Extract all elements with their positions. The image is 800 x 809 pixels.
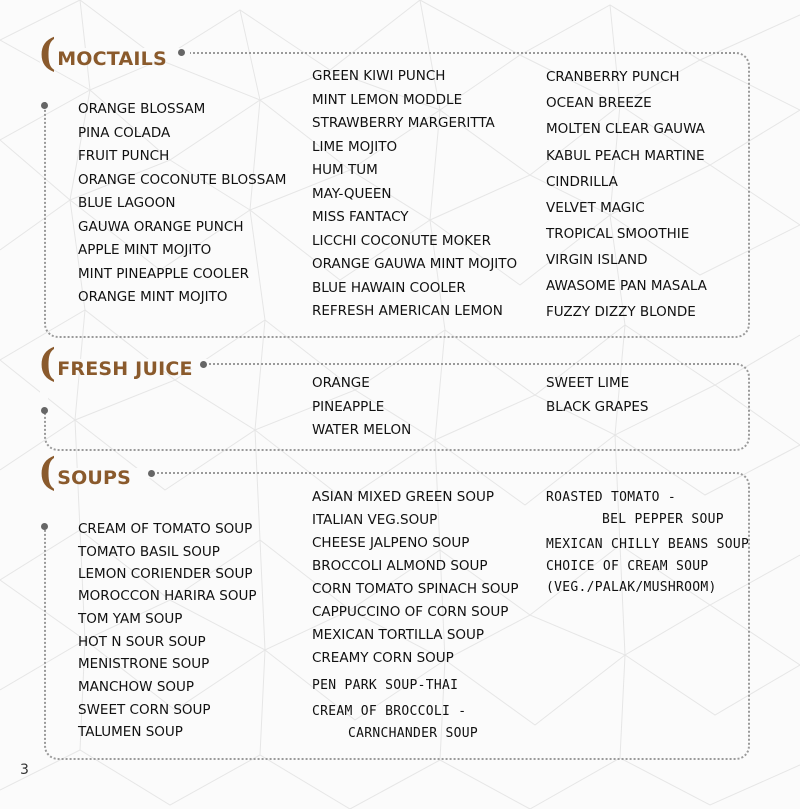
- menu-item: MAY-QUEEN: [312, 185, 392, 202]
- menu-item: ASIAN MIXED GREEN SOUP: [312, 489, 495, 505]
- menu-item-continuation: BEL PEPPER SOUP: [602, 511, 724, 527]
- soups-dot-left: [41, 523, 48, 530]
- soups-list-col3: [546, 487, 749, 599]
- menu-item: ITALIAN VEG.SOUP: [312, 512, 438, 528]
- menu-item: SWEET CORN SOUP: [78, 702, 211, 718]
- menu-item: PEN PARK SOUP-THAI: [312, 678, 459, 693]
- menu-item: TALUMEN SOUP: [78, 724, 183, 740]
- menu-item: MISS FANTACY: [312, 209, 409, 225]
- menu-item: ORANGE: [312, 375, 370, 391]
- menu-item: (VEG./PALAK/MUSHROOM): [546, 580, 717, 595]
- menu-item: PINEAPPLE: [312, 398, 385, 415]
- menu-item: TOMATO BASIL SOUP: [78, 544, 220, 560]
- moctails-dot-right: [178, 49, 185, 56]
- menu-item: CREAM OF BROCCOLI -: [312, 704, 467, 719]
- menu-item: GAUWA ORANGE PUNCH: [78, 218, 244, 235]
- menu-item: MOROCCON HARIRA SOUP: [78, 588, 257, 604]
- menu-item: CHOICE OF CREAM SOUP: [546, 558, 709, 574]
- menu-item: ORANGE GAUWA MINT MOJITO: [312, 256, 518, 272]
- menu-item: MINT PINEAPPLE COOLER: [78, 265, 249, 282]
- menu-item: ORANGE MINT MOJITO: [78, 289, 228, 305]
- menu-item: AWASOME PAN MASALA: [546, 278, 707, 294]
- menu-item: MEXICAN TORTILLA SOUP: [312, 627, 485, 643]
- soups-list-col2-extra: [312, 674, 478, 744]
- menu-item: WATER MELON: [312, 422, 412, 438]
- menu-item: LEMON CORIENDER SOUP: [78, 566, 253, 582]
- paren-ornament-icon: (: [38, 449, 57, 494]
- menu-item: MANCHOW SOUP: [78, 679, 195, 695]
- menu-item: CRANBERRY PUNCH: [546, 69, 680, 85]
- menu-item: LICCHI COCONUTE MOKER: [312, 232, 491, 249]
- menu-item: CORN TOMATO SPINACH SOUP: [312, 581, 519, 597]
- menu-item: HUM TUM: [312, 162, 378, 178]
- fresh-juice-heading: ( FRESH JUICE: [38, 340, 193, 385]
- menu-item: APPLE MINT MOJITO: [78, 242, 212, 258]
- menu-item: CAPPUCCINO OF CORN SOUP: [312, 604, 509, 620]
- moctails-list-col3: [546, 65, 707, 326]
- paren-ornament-icon: (: [38, 340, 57, 385]
- menu-item: BLACK GRAPES: [546, 398, 649, 415]
- menu-item: BLUE LAGOON: [78, 195, 176, 211]
- page-number: 3: [20, 762, 29, 778]
- menu-item: BROCCOLI ALMOND SOUP: [312, 558, 488, 574]
- menu-item: FUZZY DIZZY BLONDE: [546, 304, 696, 320]
- menu-item: TROPICAL SMOOTHIE: [546, 226, 690, 242]
- menu-item: SWEET LIME: [546, 375, 630, 391]
- moctails-list-col1: [78, 98, 286, 310]
- menu-item: VIRGIN ISLAND: [546, 252, 648, 268]
- menu-item: CHEESE JALPENO SOUP: [312, 535, 470, 551]
- soups-dot-right: [148, 470, 155, 477]
- fresh-juice-dot-left: [41, 407, 48, 414]
- menu-item: OCEAN BREEZE: [546, 95, 652, 111]
- soups-list-col1: [78, 518, 256, 744]
- menu-item: ROASTED TOMATO -: [546, 490, 677, 505]
- menu-item: MEXICAN CHILLY BEANS SOUP: [546, 537, 750, 552]
- menu-item: KABUL PEACH MARTINE: [546, 148, 705, 164]
- soups-list-col2: [312, 486, 519, 670]
- menu-item: MINT LEMON MODDLE: [312, 91, 463, 108]
- menu-item: VELVET MAGIC: [546, 200, 645, 216]
- menu-item: STRAWBERRY MARGERITTA: [312, 115, 495, 131]
- menu-item: MENISTRONE SOUP: [78, 656, 210, 672]
- menu-item: FRUIT PUNCH: [78, 148, 170, 164]
- menu-item: CREAM OF TOMATO SOUP: [78, 521, 253, 537]
- menu-item: LIME MOJITO: [312, 138, 398, 155]
- menu-item: CREAMY CORN SOUP: [312, 650, 454, 666]
- menu-item: CINDRILLA: [546, 174, 618, 190]
- moctails-dot-left: [41, 102, 48, 109]
- menu-item: MOLTEN CLEAR GAUWA: [546, 121, 705, 137]
- menu-item: TOM YAM SOUP: [78, 611, 183, 627]
- soups-heading: ( SOUPS: [38, 449, 132, 494]
- fresh-juice-dot-right: [200, 361, 207, 368]
- menu-item-continuation: CARNCHANDER SOUP: [348, 725, 479, 741]
- fresh-juice-list-col2: [312, 372, 411, 443]
- menu-item: BLUE HAWAIN COOLER: [312, 279, 466, 296]
- menu-item: ORANGE BLOSSAM: [78, 101, 206, 117]
- paren-ornament-icon: (: [38, 30, 57, 75]
- menu-item: ORANGE COCONUTE BLOSSAM: [78, 171, 287, 188]
- moctails-heading: ( MOCTAILS: [38, 30, 167, 75]
- menu-item: REFRESH AMERICAN LEMON: [312, 303, 503, 319]
- menu-item: HOT N SOUR SOUP: [78, 634, 206, 650]
- menu-item: PINA COLADA: [78, 124, 171, 141]
- moctails-list-col2: [312, 65, 517, 324]
- fresh-juice-list-col3: [546, 372, 648, 419]
- menu-item: GREEN KIWI PUNCH: [312, 68, 446, 84]
